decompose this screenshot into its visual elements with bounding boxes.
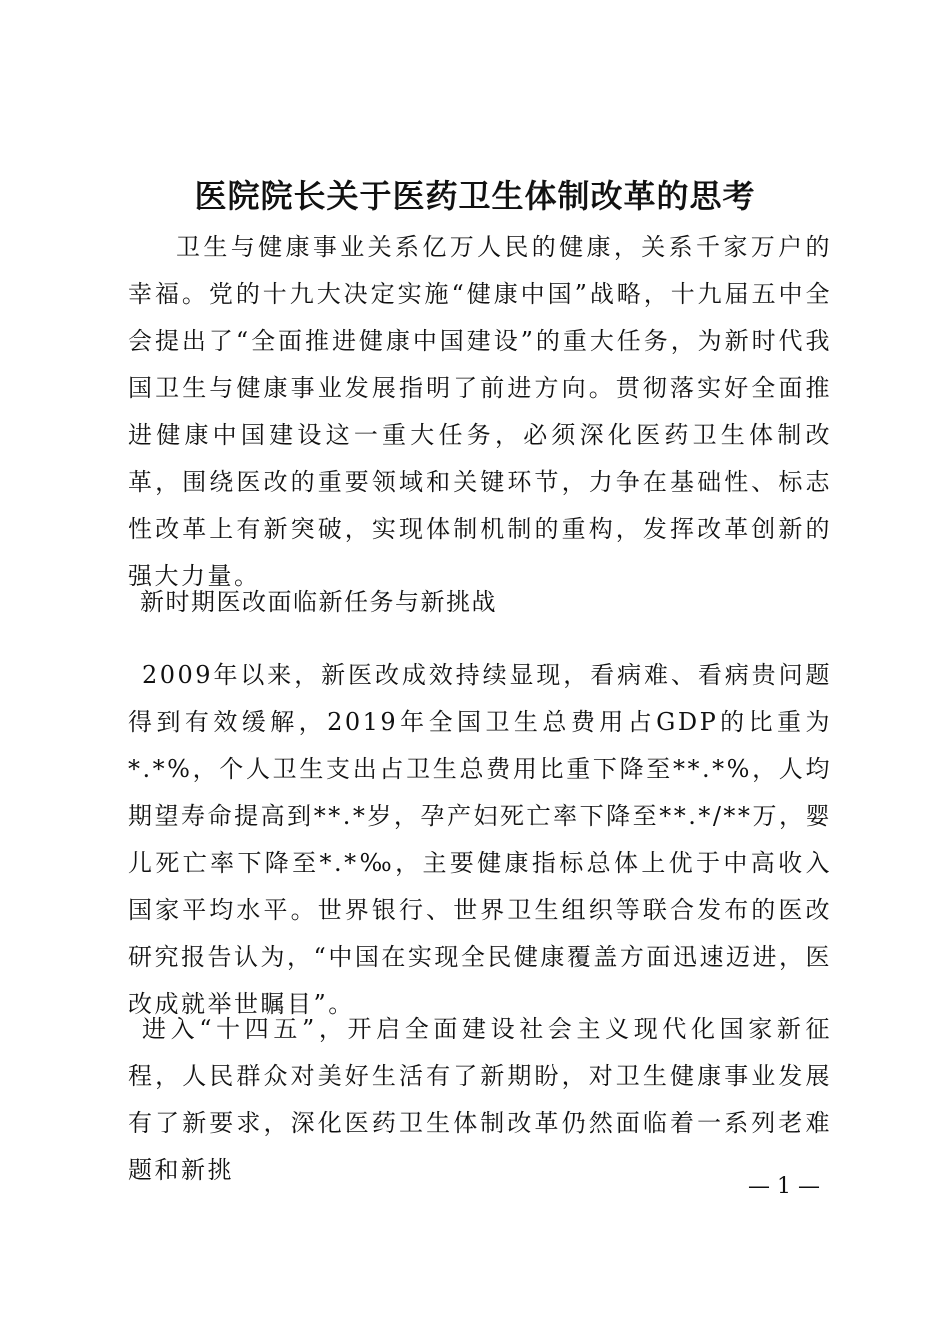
section-paragraph-challenges: 进入“十四五”，开启全面建设社会主义现代化国家新征程，人民群众对美好生活有了新期盼，对卫生健康事业发展有了新要求，深化医药卫生体制改革仍然面临着一系列老难题和新挑	[128, 1015, 832, 1184]
page-number: — 1 —	[748, 1174, 820, 1199]
document-title: 医院院长关于医药卫生体制改革的思考	[194, 177, 756, 215]
section-paragraph-achievements: 2009年以来，新医改成效持续显现，看病难、看病贵问题得到有效缓解，2019年全国卫生总费用占GDP的比重为*.*%，个人卫生支出占卫生总费用比重下降至**.*%，人均期望寿命提高到**.*岁，孕产妇死亡率下降至**.*/**万，婴儿死亡率下降至*.*‰，主要健康指标总体上优于中高收入国家平均水平。世界银行、世界卫生组织等联合发布的医改研究报告认为，“中国在实现全民健康覆盖方面迅速迈进，医改成就举世瞩目”。	[128, 661, 832, 1018]
section-heading: 新时期医改面临新任务与新挑战	[140, 588, 497, 616]
intro-paragraph: 卫生与健康事业关系亿万人民的健康，关系千家万户的幸福。党的十九大决定实施“健康中国”战略，十九届五中全会提出了“全面推进健康中国建设”的重大任务，为新时代我国卫生与健康事业发展指明了前进方向。贯彻落实好全面推进健康中国建设这一重大任务，必须深化医药卫生体制改革，围绕医改的重要领域和关键环节，力争在基础性、标志性改革上有新突破，实现体制机制的重构，发挥改革创新的强大力量。	[128, 233, 832, 590]
